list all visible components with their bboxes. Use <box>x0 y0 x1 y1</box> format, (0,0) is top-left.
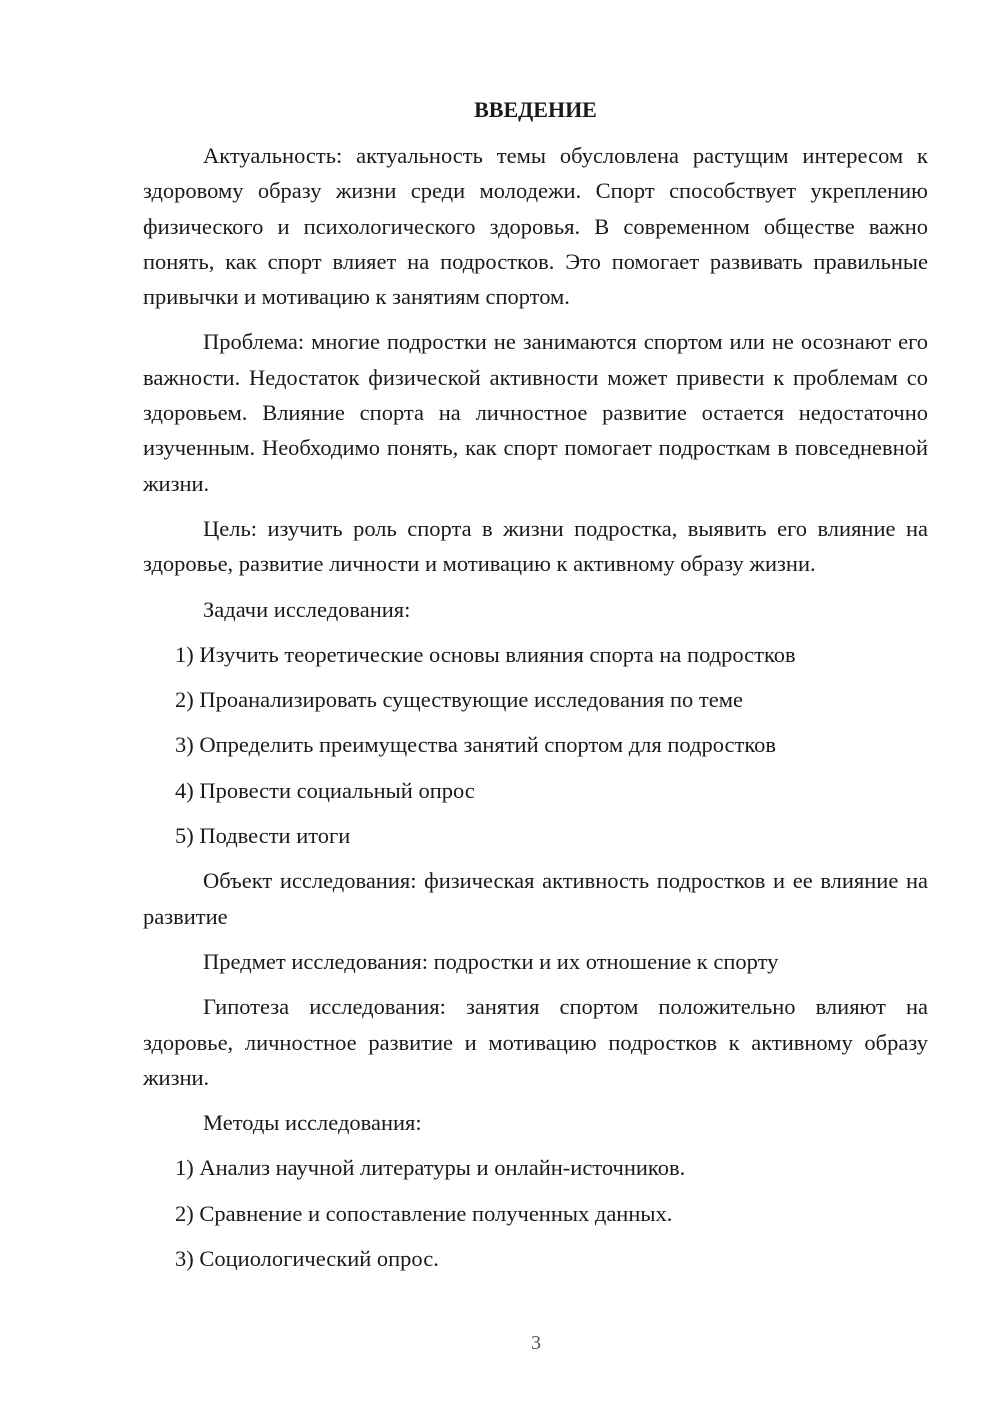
page-number: 3 <box>531 1332 541 1354</box>
paragraph-object: Объект исследования: физическая активность подростков и ее влияние на развитие <box>143 868 928 929</box>
list-item: 1) Изучить теоретические основы влияния спорта на подростков <box>175 641 796 667</box>
list-item: 2) Сравнение и сопоставление полученных данных. <box>175 1200 673 1226</box>
methods-list <box>143 1150 928 1276</box>
tasks-heading: Задачи исследования: <box>203 596 411 622</box>
list-item: 5) Подвести итоги <box>175 823 351 849</box>
paragraph-relevance: Актуальность: актуальность темы обусловлена растущим интересом к здоровому образу жизни среди молодежи. Спорт способствует укреплению физического и психологического здоровья. В современном обществе важно понять, как спорт влияет на подростков. Это помогает развивать правильные привычки и мотивацию к занятиям спортом. <box>143 143 928 310</box>
list-item: 3) Социологический опрос. <box>175 1246 439 1272</box>
section-title: ВВЕДЕНИЕ <box>474 97 597 122</box>
list-item: 1) Анализ научной литературы и онлайн-источников. <box>175 1155 686 1181</box>
tasks-list <box>143 637 928 853</box>
paragraph-goal: Цель: изучить роль спорта в жизни подростка, выявить его влияние на здоровье, развитие личности и мотивацию к активному образу жизни. <box>143 515 928 577</box>
list-item: 3) Определить преимущества занятий спортом для подростков <box>175 732 776 758</box>
paragraph-hypothesis: Гипотеза исследования: занятия спортом положительно влияют на здоровье, личностное развитие и мотивацию подростков к активному образу жизни. <box>143 994 928 1090</box>
list-item: 4) Провести социальный опрос <box>175 777 475 803</box>
list-item: 2) Проанализировать существующие исследования по теме <box>175 687 743 713</box>
document-page <box>143 92 928 1286</box>
paragraph-problem: Проблема: многие подростки не занимаются спортом или не осознают его важности. Недостаток физической активности может привести к проблемам со здоровьем. Влияние спорта на личностное развитие остается недостаточно изученным. Необходимо понять, как спорт помогает подросткам в повседневной жизни. <box>143 329 928 496</box>
paragraph-subject: Предмет исследования: подростки и их отношение к спорту <box>203 948 779 974</box>
methods-heading: Методы исследования: <box>203 1110 422 1136</box>
